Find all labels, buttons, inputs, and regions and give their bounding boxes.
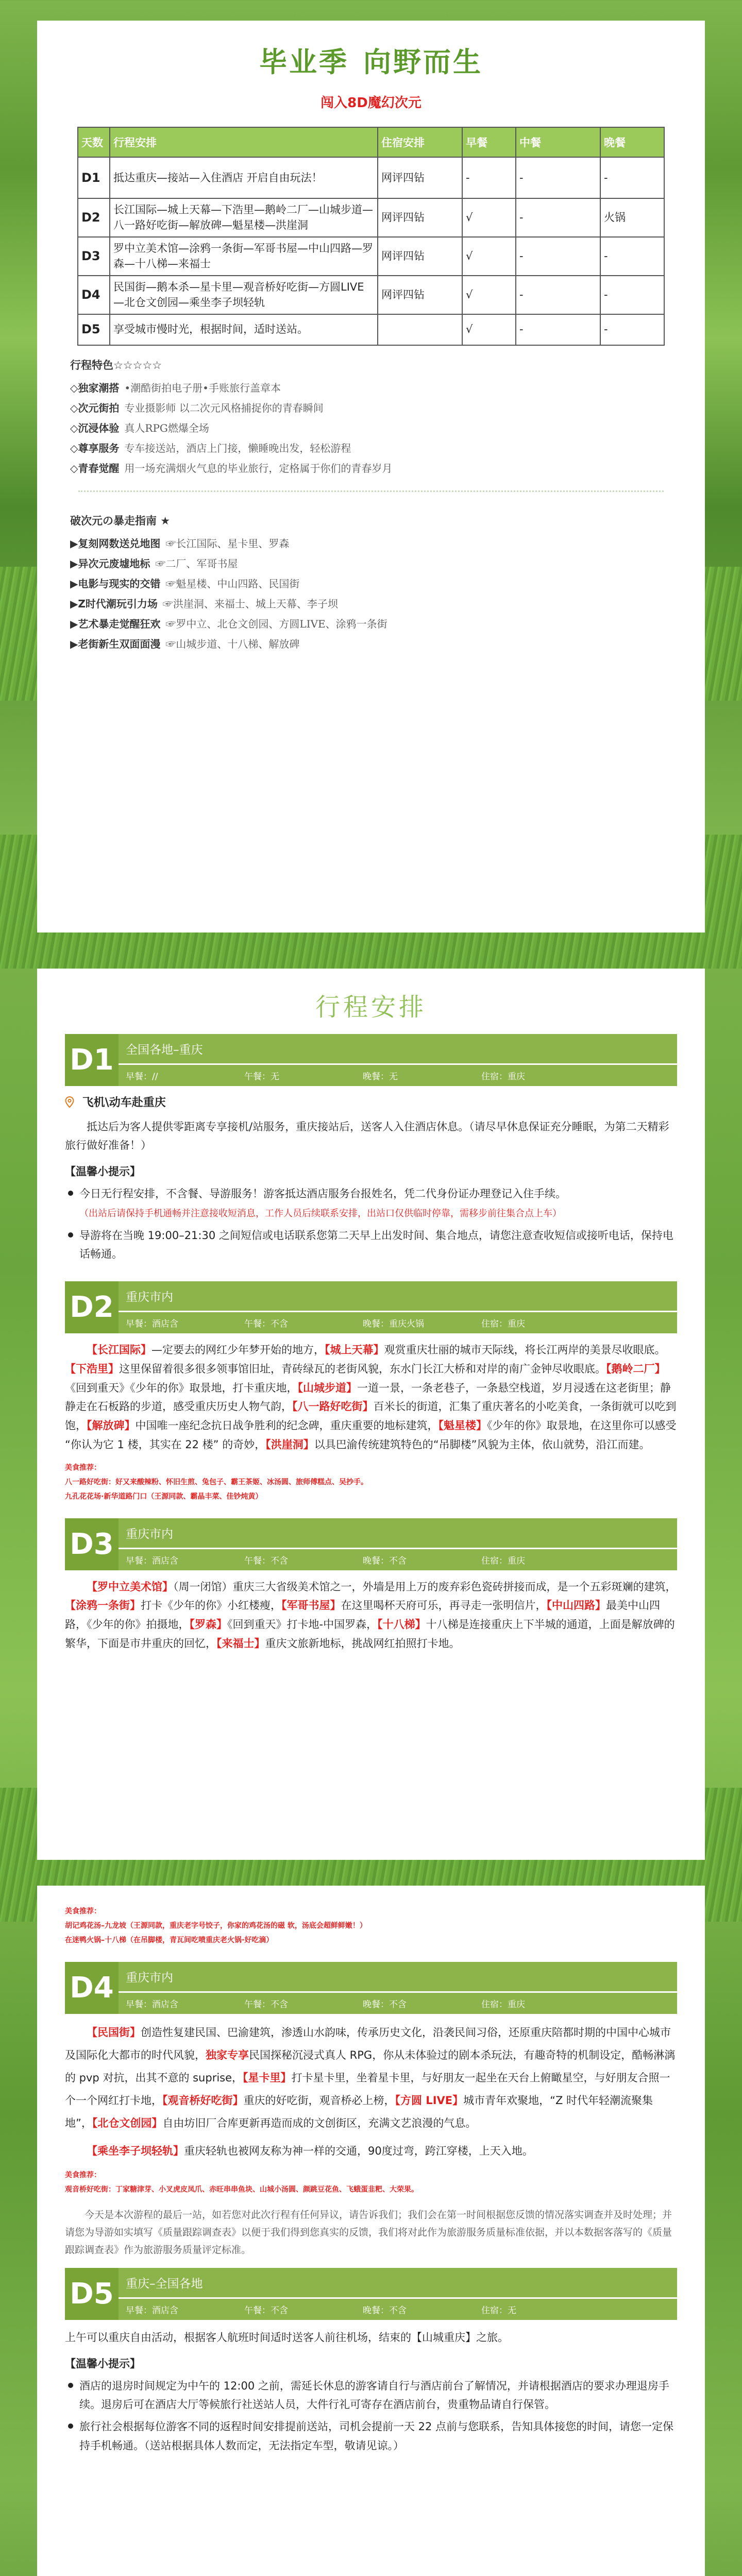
day-header-d5: D5 重庆–全国各地 早餐：酒店含 午餐：不含 晚餐：不含 住宿：无	[65, 2268, 677, 2320]
list-item: ▶复刻网数送兑地图 ☞长江国际、星卡里、罗森	[70, 537, 290, 550]
highlight-place: 【中山四路】	[546, 1599, 606, 1612]
list-item: ◇独家潮搭 •潮酷街拍电子册•手账旅行盖章本	[70, 381, 281, 394]
body-text: 创造性复建民国、巴渝建筑，渗透山水韵味，传承历史文化，沿袭民间习俗，还原重庆陪都时期的中国中心城市及国际化大都市的时代风貌，	[65, 2026, 671, 2062]
divider	[78, 490, 664, 492]
body-text: 城市青年欢聚地，“Z 时代年轻潮流聚集地”，	[65, 2094, 653, 2130]
guide-list	[70, 513, 684, 651]
day-header-d4: D4 重庆市内 早餐：酒店含 午餐：不含 晚餐：不含 住宿：重庆	[65, 1962, 677, 2014]
table-row: D2 长江国际—城上天幕—下浩里—鹅岭二厂—山城步道—八一路好吃街—解放碑—魁星楼—洪崖洞 网评四钻 √ - 火锅	[78, 198, 664, 237]
col-dinner: 晚餐	[600, 127, 664, 157]
table-row: D5 享受城市慢时光，根据时间，适时送站。 √ - -	[78, 314, 664, 345]
section-title: 行程安排	[315, 993, 427, 1022]
body-text: 民国探秘沉浸式真人 RPG，你从未体验过的剧本杀玩法，有趣奇特的机制设定，酷畅淋漓的 pvp 对抗，出其不意的 suprise，	[65, 2049, 676, 2084]
body-text: 打卡星卡里，坐着星卡里，与好朋友一起坐在天台上俯瞰星空，与好朋友合照一个一个网红打卡地，	[65, 2072, 670, 2107]
highlight-place: 【军哥书屋】	[281, 1599, 341, 1612]
d3-food: 美食推荐： 胡记鸡花汤–九龙坡（王源同款，重庆老字号饺子，你家的鸡花汤的磁 软，汤底会超鲜鲜嫩！） 在迷鸭火锅–十八梯（在吊脚楼，青瓦间吃喷重庆老火锅·好吃滴）	[65, 1907, 367, 1944]
highlight-place: 【民国街】	[87, 2026, 141, 2039]
list-item: ▶异次元废墟地标 ☞二厂、军哥书屋	[70, 557, 238, 570]
list-item: ▶电影与现实的交错 ☞魁星楼、中山四路、民国街	[70, 577, 300, 590]
highlight-place: 【罗森】	[189, 1618, 227, 1631]
body-text: 自由坊旧厂合库更新再造而成的文创街区，充满文艺浪漫的气息。	[162, 2117, 477, 2130]
guide-heading: 破次元の暴走指南 ★	[70, 514, 171, 527]
body-text: 在这里喝杯天府可乐，再寻走一张明信片，	[341, 1599, 547, 1612]
highlight-place: 【罗中立美术馆】	[87, 1580, 173, 1593]
list-item: ◇沉浸体验 真人RPG燃爆全场	[70, 421, 209, 434]
hero-subtitle: 闯入8D魔幻次元	[321, 95, 421, 111]
body-text: 百米长的街道，汇集了重庆著名的小吃美食，一条街就可以吃到饱，	[65, 1400, 677, 1432]
highlight-place: 【涂鸦一条街】	[65, 1599, 141, 1612]
highlight-place: 【观音桥好吃街】	[162, 2094, 244, 2107]
pin-label: 飞机\动车赴重庆	[65, 1093, 677, 1113]
col-itinerary: 行程安排	[110, 127, 378, 157]
day-header-d2: D2 重庆市内 早餐：酒店含 午餐：不含 晚餐：重庆火锅 住宿：重庆	[65, 1281, 677, 1333]
body-text: 《回到重天》打卡地-中国罗森，	[227, 1618, 378, 1631]
body-text: 《回到重天》《少年的你》取景地，打卡重庆地，	[65, 1381, 298, 1394]
day-content-d5: 上午可以重庆自由活动，根据客人航班时间适时送客人前往机场，结束的【山城重庆】之旅。 【温馨小提示】 酒店的退房时间规定为中午的 12:00 之前，需延长休息的游客请自行与酒店前台了解情况，并请根据酒店的要求办理退房手续。退房后可在酒店大厅等候旅行社送站人员，大件行礼可寄存在酒店前台，贵重物品请自行保管。 旅行社会根据每位游客不同的返程时间安排提前送站，司机会提前一天 22 点前与您联系，告知具体接您的时间，请您一定保持手机畅通。（送站根据具体人数而定，无法指定车型，敬请见谅。）	[65, 2328, 677, 2455]
hero-title: 毕业季 向野而生	[259, 46, 483, 78]
body-text: 中国唯一座纪念抗日战争胜利的纪念碑，重庆重要的地标建筑，	[135, 1419, 439, 1432]
highlight-place: 【乘坐李子坝轻轨】	[87, 2145, 184, 2158]
list-item: ◇青春觉醒 用一场充满烟火气息的毕业旅行，定格属于你们的青春岁月	[70, 462, 393, 474]
location-pin-icon	[65, 1096, 74, 1108]
list-item: 今日无行程安排，不含餐、导游服务！游客抵达酒店服务台报姓名，凭二代身份证办理登记入住手续。 （出站后请保持手机通畅并注意接收短消息，工作人员后续联系安排，出站口仅供临时停靠，需移步前往集合点上车）	[65, 1184, 677, 1223]
highlight-place: 【来福士】	[216, 1637, 265, 1650]
highlight-place: 【北仓文创园】	[92, 2117, 163, 2130]
list-item: ▶老街新生双面面漫 ☞山城步道、十八梯、解放碑	[70, 637, 300, 650]
list-item: ▶Z时代潮玩引力场 ☞洪崖洞、来福士、城上天幕、李子坝	[70, 597, 338, 610]
col-day: 天数	[78, 127, 110, 157]
col-breakfast: 早餐	[462, 127, 516, 157]
highlight-place: 【长江国际】	[87, 1344, 151, 1356]
table-row: D4 民国街—鹅本杀—星卡里—观音桥好吃街—方圆LIVE—北仓文创园—乘坐李子坝轻轨 网评四钻 √ - -	[78, 276, 664, 314]
body-text: —定要去的网红少年梦开始的地方，	[151, 1344, 325, 1356]
features-heading: 行程特色☆☆☆☆☆	[70, 359, 162, 371]
day-content-d3	[65, 1578, 677, 1653]
features-list	[70, 357, 684, 475]
highlight-place: 【八一路好吃街】	[292, 1400, 374, 1413]
col-hotel: 住宿安排	[378, 127, 462, 157]
list-item: 旅行社会根据每位游客不同的返程时间安排提前送站，司机会提前一天 22 点前与您联系，告知具体接您的时间，请您一定保持手机畅通。（送站根据具体人数而定，无法指定车型，敬请见谅。）	[65, 2417, 677, 2455]
body-text: 打卡《少年的你》小红楼瘦，	[141, 1599, 281, 1612]
highlight-place: 【山城步道】	[297, 1381, 357, 1394]
body-text: 最美中山四路，《少年的你》拍摄地，	[65, 1599, 660, 1631]
body-text: 十八梯是连接重庆上下半城的通道，上面是解放碑的繁华，下面是市井重庆的回忆，	[65, 1618, 675, 1650]
body-text: 重庆轻轨也被网友称为神一样的交通，90度过弯，跨江穿楼，上天入地。	[184, 2145, 533, 2158]
day-header-d1: D1 全国各地–重庆 早餐：// 午餐：无 晚餐：无 住宿：重庆	[65, 1034, 677, 1086]
highlight-place: 【洪崖洞】	[265, 1438, 314, 1451]
day-content-d1: 飞机\动车赴重庆 抵达后为客人提供零距离专享接机/站服务，重庆接站后，送客人入住酒店休息。（请尽早休息保证充分睡眠，为第二天精彩旅行做好准备！） 【温馨小提示】 今日无行程安排，不含餐、导游服务！游客抵达酒店服务台报姓名，凭二代身份证办理登记入住手续。 （出站后请保持手机通畅并注意接收短消息，工作人员后续联系安排，出站口仅供临时停靠，需移步前往集合点上车） 导游将在当晚 19:00–21:30 之间短信或电话联系您第二天早上出发时间、集合地点，请您注意查收短信或接听电话，保持电话畅通。	[65, 1093, 677, 1264]
highlight-place: 独家专享	[206, 2049, 249, 2062]
table-row: D3 罗中立美术馆—涂鸦一条街—军哥书屋—中山四路—罗森—十八梯—来福士 网评四钻 √ - -	[78, 237, 664, 276]
highlight-place: 【方圆 LIVE】	[395, 2094, 464, 2107]
body-text: 重庆的好吃街，观音桥必上榜，	[243, 2094, 395, 2107]
itinerary-panel-2	[37, 1886, 705, 2576]
col-lunch: 中餐	[516, 127, 600, 157]
itinerary-panel-1	[37, 969, 705, 1860]
highlight-place: 【鹅岭二厂】	[606, 1362, 666, 1375]
body-text: 这里保留着很多很多领事馆旧址，青砖绿瓦的老街风貌，东水门长江大桥和对岸的南广金钟尽收眼底。	[119, 1362, 606, 1375]
highlight-place: 【魁星楼】	[438, 1419, 487, 1432]
table-row: D1 抵达重庆—接站—入住酒店 开启自由玩法！ 网评四钻 - - -	[78, 157, 664, 198]
body-text: 以具巴渝传统建筑特色的“吊脚楼”风貌为主体，依山就势，沿江而建。	[314, 1438, 650, 1451]
highlight-place: 【城上天幕】	[325, 1344, 384, 1356]
highlight-place: 【星卡里】	[243, 2072, 292, 2084]
schedule-table	[77, 127, 665, 346]
body-text: （周一闭馆）重庆三大省级美术馆之一，外墙是用上万的废弃彩色瓷砖拼接而成，是一个五彩斑斓的建筑，	[173, 1580, 677, 1593]
highlight-place: 【解放碑】	[87, 1419, 136, 1432]
list-item: ◇尊享服务 专车接送站，酒店上门接，懒睡晚出发，轻松游程	[70, 442, 351, 454]
body-text: 《少年的你》取景地，在这里你可以感受 “你认为它 1 楼，其实在 22 楼” 的奇妙，	[65, 1419, 677, 1451]
day-content-d4: 【民国街】创造性复建民国、巴渝建筑，渗透山水韵味，传承历史文化，沿袭民间习俗，还原重庆陪都时期的中国中心城市及国际化大都市的时代风貌，独家专享民国探秘沉浸式真人 RPG，你从未体验过的剧本杀玩法，有趣奇特的机制设定，酷畅淋漓的 pvp 对抗，出其不意的 suprise，【星卡里】打卡星卡里，坐着星卡里，与好朋友一起坐在天台上俯瞰星空，与好朋友合照一个一个网红打卡地，【观音桥好吃街】重庆的好吃街，观音桥必上榜，【方圆 LIVE】城市青年欢聚地，“Z 时代年轻潮流聚集地”，【北仓文创园】自由坊旧厂合库更新再造而成的文创街区，充满文艺浪漫的气息。 【乘坐李子坝轻轨】重庆轻轨也被网友称为神一样的交通，90度过弯，跨江穿楼，上天入地。 美食推荐： 观音桥好吃街：丁家糖津芽、小叉虎皮凤爪、赤旺串串鱼块、山城小汤圆、颜跳豆花鱼、飞蛾蛋韭粑、大荣果。 今天是本次游程的最后一站，如若您对此次行程有任何异议，请告诉我们；我们会在第一时间根据您反馈的情况落实调查并及时处理；并请您为导游如实填写《质量跟踪调查表》以便于我们得到您真实的反馈，我们将对此作为旅游服务质量标准依据，并以本数据客落写的《质量跟踪调查表》作为旅游服务质量评定标准。	[65, 2026, 676, 2256]
highlight-place: 【下浩里】	[65, 1362, 119, 1375]
list-item: 导游将在当晚 19:00–21:30 之间短信或电话联系您第二天早上出发时间、集合地点，请您注意查收短信或接听电话，保持电话畅通。	[65, 1226, 677, 1264]
highlight-place: 【十八梯】	[377, 1618, 426, 1631]
list-item: ▶艺术暴走觉醒狂欢 ☞罗中立、北仓文创园、方圆LIVE、涂鸦一条街	[70, 617, 387, 630]
list-item: 酒店的退房时间规定为中午的 12:00 之前，需延长休息的游客请自行与酒店前台了解情况，并请根据酒店的要求办理退房手续。退房后可在酒店大厅等候旅行社送站人员，大件行礼可寄存在酒店前台，贵重物品请自行保管。	[65, 2377, 677, 2415]
body-text: 重庆文旅新地标，挑战网红拍照打卡地。	[265, 1637, 460, 1650]
body-text: 一道一景，一条老巷子，一条悬空栈道，岁月浸透在这老街里；静静走在石板路的步道，感受重庆历史人物气韵，	[65, 1381, 671, 1413]
body-text: 观赏重庆壮丽的城市天际线，将长江两岸的美景尽收眼底。	[384, 1344, 666, 1356]
list-item: ◇次元街拍 专业摄影师 以二次元风格捕捉你的青春瞬间	[70, 401, 324, 414]
overview-panel	[37, 21, 705, 933]
day-content-d2: 【长江国际】—定要去的网红少年梦开始的地方，【城上天幕】观赏重庆壮丽的城市天际线，将长江两岸的美景尽收眼底。【下浩里】这里保留着很多很多领事馆旧址，青砖绿瓦的老街风貌，东水门长江大桥和对岸的南广金钟尽收眼底。【鹅岭二厂】《回到重天》《少年的你》取景地，打卡重庆地，【山城步道】一道一景，一条老巷子，一条悬空栈道，岁月浸透在这老街里；静静走在石板路的步道，感受重庆历史人物气韵，【八一路好吃街】百米长的街道，汇集了重庆著名的小吃美食，一条街就可以吃到饱，【解放碑】中国唯一座纪念抗日战争胜利的纪念碑，重庆重要的地标建筑，【魁星楼】《少年的你》取景地，在这里你可以感受 “你认为它 1 楼，其实在 22 楼” 的奇妙，【洪崖洞】以具巴渝传统建筑特色的“吊脚楼”风貌为主体，依山就势，沿江而建。 美食推荐： 八一路好吃街：好又来酸辣粉、怀旧生煎、兔包子、霸王茶姬、冰汤圆、旅师傅糕点、吴抄手。 九孔花花场·新华道路门口（王源同款、霸晶丰菜、佳钞炖黄）	[65, 1344, 677, 1501]
day-header-d3: D3 重庆市内 早餐：酒店含 午餐：不含 晚餐：不含 住宿：重庆	[65, 1518, 677, 1570]
